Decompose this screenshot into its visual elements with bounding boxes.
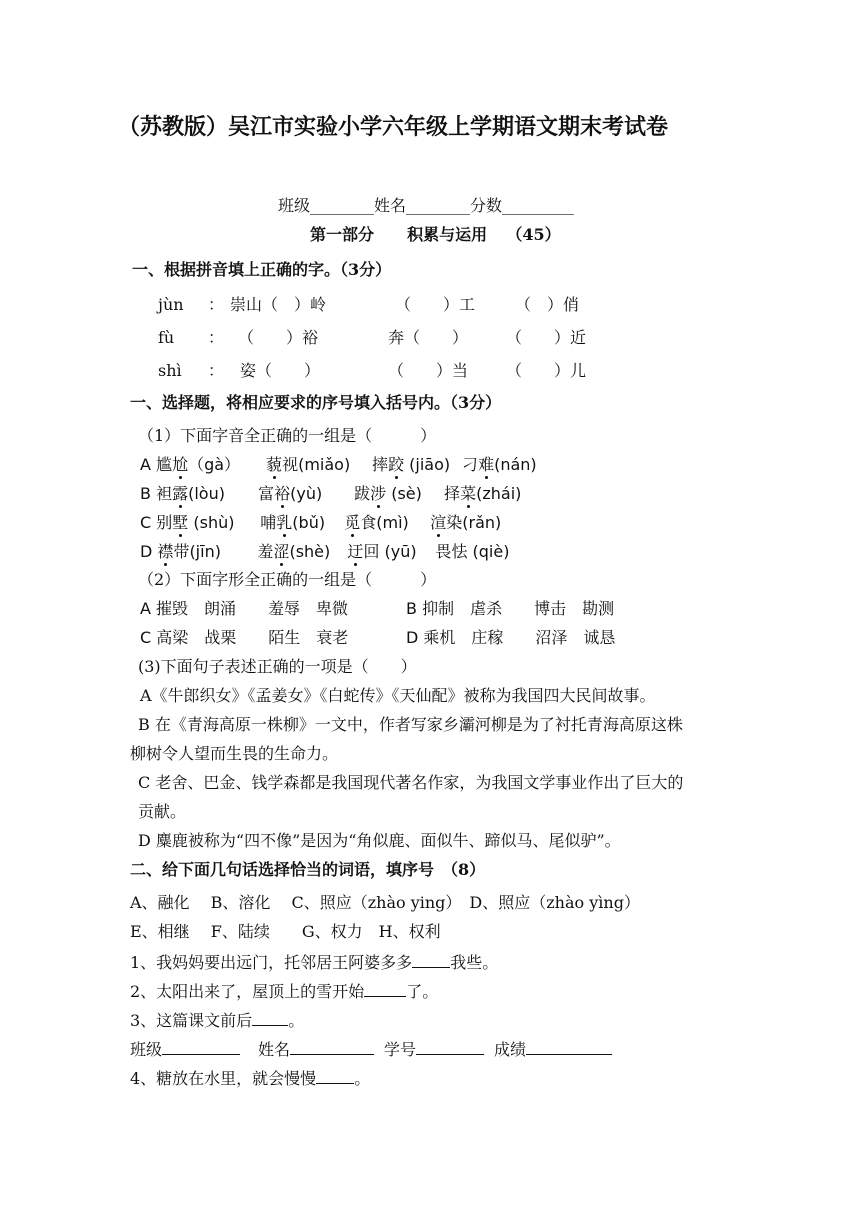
blank-item: （ ）当 bbox=[388, 361, 469, 380]
q1-row-2: fù ： （ ）裕 奔（ ） （ ）近 bbox=[158, 328, 587, 347]
q2-1-option-a: A 尴尬（gà） 藐视(miǎo) 摔跤 (jiāo) 刁难(nán) bbox=[140, 455, 537, 474]
q3-options-row-2: E、相继 F、陆续 G、权力 H、权利 bbox=[130, 922, 441, 941]
answer-blank bbox=[364, 980, 406, 997]
q2-1-option-d: D 襟带(jīn) 羞涩(shè) 迂回 (yū) 畏怯 (qiè) bbox=[140, 542, 510, 561]
id-blank bbox=[416, 1038, 484, 1055]
q1-row-1: jùn ： 崇山（ ）岭 （ ）工 （ ）俏 bbox=[158, 295, 580, 314]
q3-sentence-2: 2、太阳出来了，屋顶上的雪开始 了。 bbox=[130, 982, 439, 1001]
blank-item: 奔（ ） bbox=[388, 328, 469, 347]
q2-2-option-b: B 抑制 虐杀 博击 勘测 bbox=[406, 599, 615, 618]
part-label: 第一部分 bbox=[310, 225, 375, 244]
part-score: （45） bbox=[506, 225, 561, 244]
q2-2-prompt: （2）下面字形全正确的一组是（ ） bbox=[138, 570, 437, 589]
blank-item: （ ）俏 bbox=[515, 295, 580, 314]
q2-3-option-c: C 老舍、巴金、钱学森都是我国现代著名作家，为我国文学事业作出了巨大的 bbox=[138, 773, 684, 792]
q2-2-option-c: C 高梁 战栗 陌生 衰老 bbox=[140, 628, 349, 647]
blank-item: 姿（ ） bbox=[240, 361, 321, 380]
q2-3-option-a: A《牛郎织女》《孟姜女》《白蛇传》《天仙配》被称为我国四大民间故事。 bbox=[140, 686, 656, 705]
blank-item: （ ）裕 bbox=[238, 328, 319, 347]
q3-sentence-3: 3、这篇课文前后 。 bbox=[130, 1011, 305, 1030]
q2-1-option-c: C 别墅 (shù) 哺乳(bǔ) 觅食(mì) 渲染(rǎn) bbox=[140, 513, 502, 532]
q2-1-prompt: （1）下面字音全正确的一组是（ ） bbox=[138, 426, 437, 445]
q1-heading: 一、根据拼音填上正确的字。（3分） bbox=[132, 260, 392, 279]
answer-blank bbox=[316, 1067, 354, 1084]
q1-row-3: shì ： 姿（ ） （ ）当 （ ）儿 bbox=[158, 361, 587, 380]
blank-item: （ ）儿 bbox=[506, 361, 587, 380]
grade-blank bbox=[526, 1038, 612, 1055]
q2-3-option-b-cont: 柳树令人望而生畏的生命力。 bbox=[130, 744, 339, 763]
q3-options-row-1: A、融化 B、溶化 C、照应（zhào ying） D、照应（zhào yìng） bbox=[130, 893, 640, 912]
student-info-footer: 班级 姓名 学号 成绩 bbox=[130, 1038, 612, 1060]
student-info-line: 班级________姓名________分数_________ bbox=[278, 196, 575, 215]
q2-3-option-d: D 麋鹿被称为“四不像”是因为“角似鹿、面似牛、蹄似马、尾似驴”。 bbox=[138, 831, 621, 850]
pinyin: shì bbox=[158, 361, 182, 380]
page-title: （苏教版）吴江市实验小学六年级上学期语文期末考试卷 bbox=[118, 115, 669, 140]
q2-2-option-d: D 乘机 庄稼 沼泽 诚恳 bbox=[406, 628, 616, 647]
part-name: 积累与运用 bbox=[407, 225, 488, 244]
q3-sentence-4: 4、糖放在水里，就会慢慢 。 bbox=[130, 1069, 371, 1088]
q2-1-option-b: B 袒露(lòu) 富裕(yù) 跋涉 (sè) 择菜(zhái) bbox=[140, 484, 522, 503]
pinyin: jùn bbox=[158, 295, 184, 314]
q3-sentence-1: 1、我妈妈要出远门，托邻居王阿婆多多 我些。 bbox=[130, 953, 499, 972]
q3-heading: 二、给下面几句话选择恰当的词语，填序号 （8） bbox=[130, 860, 486, 879]
q2-2-option-a: A 摧毁 朗涌 羞辱 卑微 bbox=[140, 599, 349, 618]
answer-blank bbox=[412, 951, 450, 968]
blank-item: （ ）近 bbox=[506, 328, 587, 347]
part-one-heading bbox=[310, 225, 561, 245]
class-blank bbox=[162, 1038, 240, 1055]
name-blank bbox=[290, 1038, 374, 1055]
blank-item: 崇山（ ）岭 bbox=[230, 295, 327, 314]
q2-3-option-b: B 在《青海高原一株柳》一文中，作者写家乡灞河柳是为了衬托青海高原这株 bbox=[138, 715, 683, 734]
pinyin: fù bbox=[158, 328, 175, 347]
blank-item: （ ）工 bbox=[395, 295, 476, 314]
answer-blank bbox=[252, 1009, 288, 1026]
q2-3-option-c-cont: 贡献。 bbox=[138, 802, 187, 821]
q2-heading: 一、选择题，将相应要求的序号填入括号内。（3分） bbox=[130, 393, 502, 412]
q2-3-prompt: (3)下面句子表述正确的一项是（ ） bbox=[138, 657, 417, 676]
